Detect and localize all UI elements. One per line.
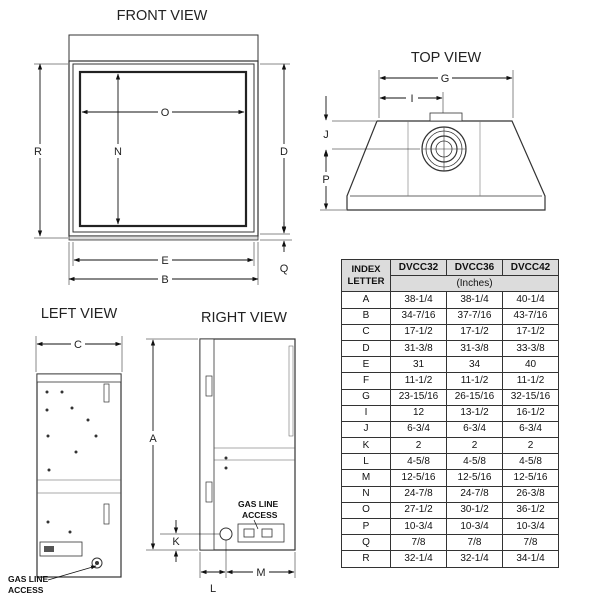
- table-header-row: [342, 260, 559, 276]
- table-row: [342, 292, 559, 308]
- row-dimension-value: 12: [391, 405, 447, 421]
- row-dimension-value: 32-1/4: [447, 551, 503, 567]
- row-dimension-value: 32-1/4: [391, 551, 447, 567]
- table-row: [342, 470, 559, 486]
- row-dimension-value: 38-1/4: [391, 292, 447, 308]
- row-dimension-value: 31: [391, 357, 447, 373]
- table-row: [342, 421, 559, 437]
- row-dimension-value: 10-3/4: [503, 519, 559, 535]
- row-dimension-value: 11-1/2: [391, 373, 447, 389]
- row-dimension-value: 33-3/8: [503, 340, 559, 356]
- dim-j-label: J: [323, 129, 329, 141]
- row-dimension-value: 38-1/4: [447, 292, 503, 308]
- header-model-dvcc42: DVCC42: [503, 260, 559, 276]
- dim-a-label: A: [149, 433, 157, 445]
- row-dimension-value: 4-5/8: [391, 454, 447, 470]
- table-row: [342, 438, 559, 454]
- table-row: [342, 519, 559, 535]
- dim-o-label: O: [160, 107, 170, 119]
- row-dimension-value: 2: [447, 438, 503, 454]
- row-dimension-value: 12-5/16: [391, 470, 447, 486]
- dim-p-label: P: [322, 174, 330, 186]
- row-index-letter: Q: [342, 535, 391, 551]
- dim-i-label: I: [410, 93, 414, 105]
- row-dimension-value: 34: [447, 357, 503, 373]
- row-dimension-value: 7/8: [391, 535, 447, 551]
- row-dimension-value: 12-5/16: [447, 470, 503, 486]
- table-row: [342, 340, 559, 356]
- dim-e-label: E: [161, 255, 169, 267]
- row-index-letter: M: [342, 470, 391, 486]
- table-row: [342, 405, 559, 421]
- row-dimension-value: 7/8: [447, 535, 503, 551]
- row-index-letter: C: [342, 324, 391, 340]
- dim-b-label: B: [161, 274, 169, 286]
- table-row: [342, 389, 559, 405]
- row-dimension-value: 6-3/4: [503, 421, 559, 437]
- dim-c-label: C: [74, 339, 82, 351]
- row-index-letter: F: [342, 373, 391, 389]
- row-dimension-value: 16-1/2: [503, 405, 559, 421]
- table-row: [342, 308, 559, 324]
- right-view-title: RIGHT VIEW: [201, 310, 287, 326]
- left-view: [8, 306, 122, 595]
- table-row: [342, 324, 559, 340]
- row-dimension-value: 34-1/4: [503, 551, 559, 567]
- row-dimension-value: 31-3/8: [447, 340, 503, 356]
- row-dimension-value: 27-1/2: [391, 502, 447, 518]
- row-dimension-value: 23-15/16: [391, 389, 447, 405]
- right-gas-note-2: ACCESS: [242, 510, 278, 520]
- row-dimension-value: 26-15/16: [447, 389, 503, 405]
- table-row: [342, 535, 559, 551]
- front-base-strip: [69, 236, 258, 240]
- header-model-dvcc32: DVCC32: [391, 260, 447, 276]
- dim-r-label: R: [34, 146, 42, 158]
- table-row: [342, 373, 559, 389]
- row-dimension-value: 30-1/2: [447, 502, 503, 518]
- row-dimension-value: 11-1/2: [503, 373, 559, 389]
- table-row: [342, 357, 559, 373]
- header-model-dvcc36: DVCC36: [447, 260, 503, 276]
- row-index-letter: D: [342, 340, 391, 356]
- row-dimension-value: 17-1/2: [447, 324, 503, 340]
- table-row: [342, 486, 559, 502]
- dim-l-label: L: [209, 583, 217, 595]
- row-dimension-value: 13-1/2: [447, 405, 503, 421]
- row-dimension-value: 31-3/8: [391, 340, 447, 356]
- row-dimension-value: 12-5/16: [503, 470, 559, 486]
- row-index-letter: P: [342, 519, 391, 535]
- row-dimension-value: 7/8: [503, 535, 559, 551]
- header-index-line-1: INDEX: [351, 263, 381, 275]
- top-view: [319, 50, 545, 210]
- row-dimension-value: 43-7/16: [503, 308, 559, 324]
- row-index-letter: G: [342, 389, 391, 405]
- row-index-letter: B: [342, 308, 391, 324]
- header-index-line-2: LETTER: [347, 275, 385, 287]
- vent-collar: [422, 127, 466, 171]
- row-dimension-value: 4-5/8: [447, 454, 503, 470]
- table-body: [342, 292, 559, 567]
- dim-d-label: D: [280, 146, 288, 158]
- row-dimension-value: 11-1/2: [447, 373, 503, 389]
- row-dimension-value: 2: [391, 438, 447, 454]
- row-index-letter: K: [342, 438, 391, 454]
- left-gas-note-2: ACCESS: [8, 585, 44, 595]
- front-view: [32, 8, 292, 286]
- dim-g-label: G: [440, 73, 450, 85]
- header-unit: (Inches): [391, 276, 559, 292]
- row-index-letter: J: [342, 421, 391, 437]
- row-index-letter: E: [342, 357, 391, 373]
- row-index-letter: O: [342, 502, 391, 518]
- dimensions-table: [341, 259, 559, 568]
- dim-n-label: N: [114, 146, 122, 158]
- left-gas-note-1: GAS LINE: [8, 574, 49, 584]
- right-gas-note-1: GAS LINE: [238, 499, 279, 509]
- table-row: [342, 502, 559, 518]
- front-top-strip: [69, 35, 258, 61]
- row-dimension-value: 4-5/8: [503, 454, 559, 470]
- front-glass-opening: [80, 72, 246, 226]
- row-dimension-value: 26-3/8: [503, 486, 559, 502]
- row-dimension-value: 10-3/4: [391, 519, 447, 535]
- row-dimension-value: 24-7/8: [447, 486, 503, 502]
- dim-m-label: M: [256, 567, 266, 579]
- row-index-letter: A: [342, 292, 391, 308]
- row-index-letter: I: [342, 405, 391, 421]
- table-row: [342, 454, 559, 470]
- row-dimension-value: 17-1/2: [391, 324, 447, 340]
- row-dimension-value: 6-3/4: [447, 421, 503, 437]
- row-dimension-value: 32-15/16: [503, 389, 559, 405]
- row-dimension-value: 36-1/2: [503, 502, 559, 518]
- table-row: [342, 551, 559, 567]
- row-dimension-value: 34-7/16: [391, 308, 447, 324]
- row-dimension-value: 6-3/4: [391, 421, 447, 437]
- row-dimension-value: 10-3/4: [447, 519, 503, 535]
- row-dimension-value: 37-7/16: [447, 308, 503, 324]
- left-view-title: LEFT VIEW: [40, 306, 118, 322]
- row-dimension-value: 2: [503, 438, 559, 454]
- row-index-letter: R: [342, 551, 391, 567]
- dim-k-label: K: [172, 536, 180, 548]
- row-index-letter: L: [342, 454, 391, 470]
- row-dimension-value: 40-1/4: [503, 292, 559, 308]
- header-index-letter: [342, 260, 391, 292]
- right-view: [146, 310, 295, 595]
- row-dimension-value: 24-7/8: [391, 486, 447, 502]
- row-index-letter: N: [342, 486, 391, 502]
- dim-q-label: Q: [279, 263, 289, 275]
- top-view-title: TOP VIEW: [410, 50, 482, 66]
- row-dimension-value: 17-1/2: [503, 324, 559, 340]
- row-dimension-value: 40: [503, 357, 559, 373]
- right-gas-fitting: [220, 528, 232, 540]
- front-view-title: FRONT VIEW: [116, 8, 208, 24]
